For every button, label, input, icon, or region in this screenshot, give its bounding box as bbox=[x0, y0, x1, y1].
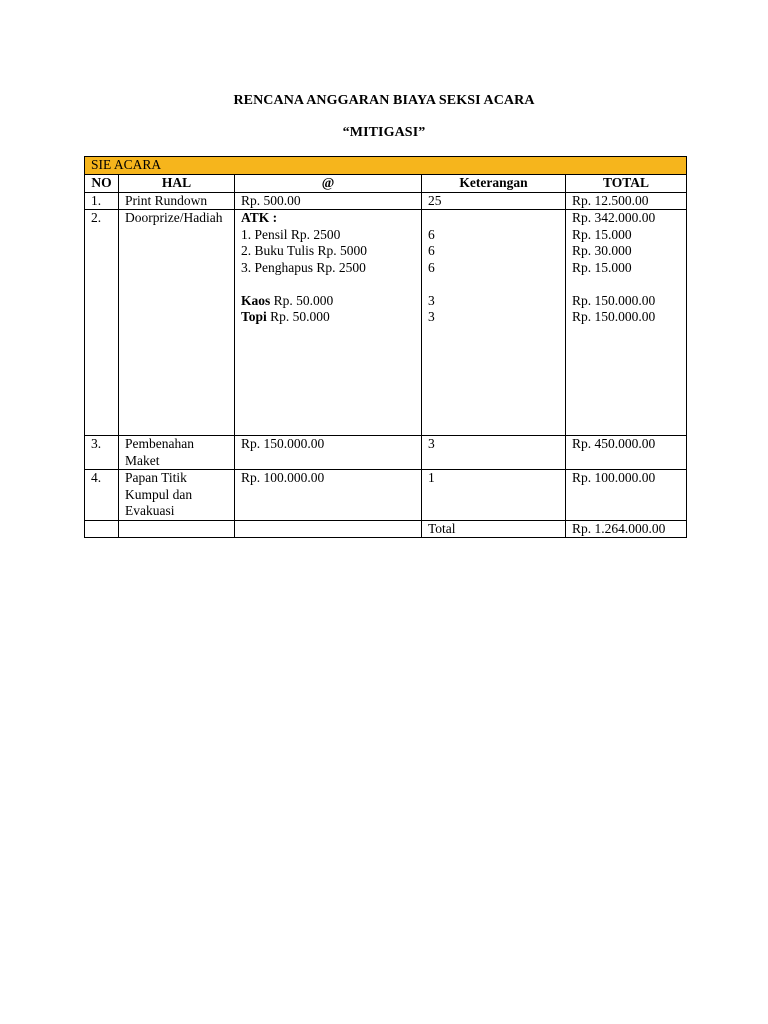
section-header: SIE ACARA bbox=[85, 157, 687, 175]
other-item-qty: 3 bbox=[428, 309, 435, 324]
table-row bbox=[85, 210, 687, 436]
document-subtitle: “MITIGASI” bbox=[342, 125, 426, 140]
empty-cell bbox=[235, 520, 422, 538]
budget-table bbox=[84, 156, 687, 538]
row-price-breakdown bbox=[235, 210, 422, 436]
row-no: 3. bbox=[85, 436, 119, 470]
spacer bbox=[572, 276, 680, 293]
row-no: 4. bbox=[85, 470, 119, 521]
other-item-qty: 3 bbox=[428, 292, 435, 308]
row-keterangan: 3 bbox=[422, 436, 566, 470]
spacer bbox=[241, 276, 415, 293]
group-total: Rp. 342.000.00 bbox=[572, 210, 656, 225]
other-item-price: Rp. 50.000 bbox=[266, 309, 330, 324]
atk-item-name: 1. Pensil Rp. 2500 bbox=[241, 226, 341, 242]
row-total: Rp. 12.500.00 bbox=[566, 192, 687, 210]
table-row bbox=[85, 470, 687, 521]
col-header-hal: HAL bbox=[119, 175, 235, 193]
col-header-unit-price: @ bbox=[235, 175, 422, 193]
other-item-total: Rp. 150.000.00 bbox=[572, 309, 656, 324]
other-item-name: Topi bbox=[241, 309, 267, 324]
other-item-name: Kaos bbox=[241, 292, 271, 308]
document-title: RENCANA ANGGARAN BIAYA SEKSI ACARA bbox=[233, 93, 535, 108]
other-item bbox=[241, 293, 415, 310]
atk-item-qty: 6 bbox=[428, 243, 435, 258]
atk-item-qty: 6 bbox=[428, 259, 435, 275]
empty-cell bbox=[119, 520, 235, 538]
atk-item-name: 3. Penghapus Rp. 2500 bbox=[241, 259, 366, 275]
other-item-total: Rp. 150.000.00 bbox=[572, 292, 656, 308]
row-price: Rp. 150.000.00 bbox=[235, 436, 422, 470]
grand-total-value: Rp. 1.264.000.00 bbox=[566, 520, 687, 538]
column-header-row bbox=[85, 175, 687, 193]
row-total: Rp. 450.000.00 bbox=[566, 436, 687, 470]
row-price: Rp. 100.000.00 bbox=[235, 470, 422, 521]
atk-item-name: 2. Buku Tulis Rp. 5000 bbox=[241, 243, 368, 258]
row-hal: Papan Titik Kumpul dan Evakuasi bbox=[119, 470, 235, 521]
grand-total-label: Total bbox=[422, 520, 566, 538]
row-keterangan: 1 bbox=[422, 470, 566, 521]
spacer bbox=[428, 276, 559, 293]
total-row bbox=[85, 520, 687, 538]
row-no: 1. bbox=[85, 192, 119, 210]
row-hal: Doorprize/Hadiah bbox=[119, 210, 235, 436]
row-total: Rp. 100.000.00 bbox=[566, 470, 687, 521]
table-row bbox=[85, 436, 687, 470]
atk-item-total: Rp. 15.000 bbox=[572, 259, 632, 275]
row-no: 2. bbox=[85, 210, 119, 436]
section-header-row bbox=[85, 157, 687, 175]
col-header-no: NO bbox=[85, 175, 119, 193]
col-header-total: TOTAL bbox=[566, 175, 687, 193]
atk-item-qty: 6 bbox=[428, 226, 435, 242]
row-qty-breakdown bbox=[422, 210, 566, 436]
empty-cell bbox=[85, 520, 119, 538]
row-hal: Print Rundown bbox=[119, 192, 235, 210]
other-item bbox=[241, 309, 415, 326]
row-keterangan: 25 bbox=[422, 192, 566, 210]
atk-item-total: Rp. 15.000 bbox=[572, 226, 632, 242]
other-item-price: Rp. 50.000 bbox=[270, 292, 334, 308]
atk-item-total: Rp. 30.000 bbox=[572, 243, 632, 258]
atk-label: ATK : bbox=[241, 210, 278, 225]
row-total-breakdown bbox=[566, 210, 687, 436]
col-header-keterangan: Keterangan bbox=[422, 175, 566, 193]
row-hal: Pembenahan Maket bbox=[119, 436, 235, 470]
row-price: Rp. 500.00 bbox=[235, 192, 422, 210]
spacer bbox=[428, 210, 559, 227]
table-row bbox=[85, 192, 687, 210]
